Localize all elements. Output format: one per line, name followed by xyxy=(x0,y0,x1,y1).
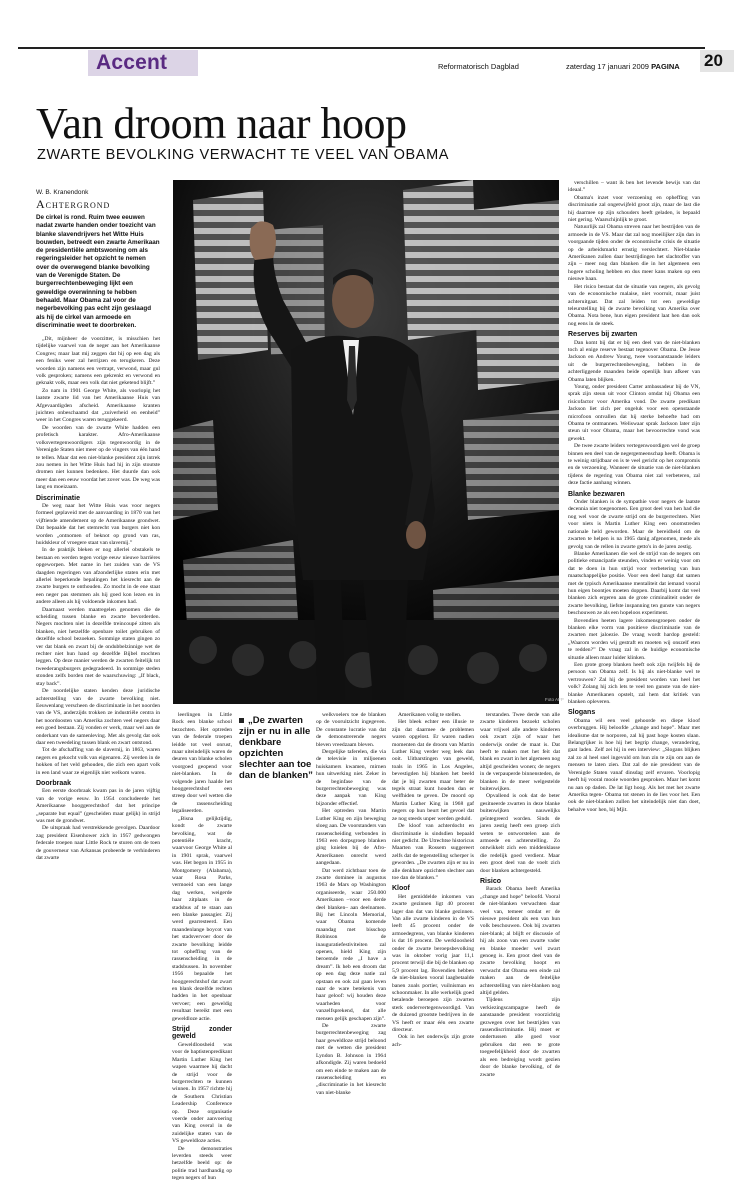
photo-credit: Foto AFP xyxy=(545,697,564,702)
body-paragraph: De woorden van de zwarte White hadden een profetisch karakter. Afro-Amerikaanse volksvertegenwoordigers zijn tegenwoordig in de Verenigde Staten niet meer op de vingers van één hand te tellen. Maar dat een niet-blanke president zijn intrek zou nemen in het Witte Huis had hij in zijn stoutste dromen niet kunnen bedenken. Het duurde dan ook meer dan een eeuw voordat het zover was. De weg was lang en moeizaam. xyxy=(36,424,160,491)
intro-lead: De cirkel is rond. Ruim twee eeuwen nadat zwarte handen onder toezicht van blanke slavendrijvers het Witte Huis bouwden, betreedt een zwarte Amerikaan de presidentiële ambtswoning om als regeringsleider het opzicht te nemen over de overwegend blanke bevolking van de Verenigde Staten. De burgerrechtenbeweging lijkt een geweldige overwinning te hebben behaald. Maar Obama zal voor de negerbevolking pas echt zijn geslaagd als hij de cirkel van armoede en discriminatie weet te doorbreken. xyxy=(36,214,160,329)
section-heading: Blanke bezwaren xyxy=(568,490,625,498)
body-paragraph: Opvallend is ook dat de beter gesitueerde zwarten in deze blanke buitenwijken nauwelijks geïntegreerd worden. Sinds de jaren zestig heeft een groep zich weten te ontworstelen aan de armoede en achterstelling. Zo ontwikkelt zich een middenklasse die redelijk goed verdient. Maar een groot deel van de voelt zich door blanken achtergesteld. xyxy=(480,793,560,874)
body-paragraph: De twee zwarte leiders vertegenwoordigen wel de groep binnen een deel van de negergemeenschap heeft. Obama is te weinig strijdbaar en is te veel gericht op het compromis en de verzoening. Wanneer de situatie van de niet-blanken tijdens de regering van Obama niet zal verbeteren, zal deze factie aanhang winnen. xyxy=(568,443,700,487)
photo-image xyxy=(173,180,559,704)
body-paragraph: De weg naar het Witte Huis was voor negers formeel geplaveid met de aanvaarding in 1870 van het vijftiende amendement op de Amerikaanse grondwet. Dat bepaalde dat het stemrecht van burgers niet kon worden „ontnomen of beknot op grond van ras, huidskleur of vroegere staat van slavernij.” xyxy=(36,502,160,546)
section-tab xyxy=(88,50,198,76)
section-label: Accent xyxy=(96,51,168,74)
body-paragraph: Onder blanken is de sympathie voor negers de laatste decennia niet toegenomen. Een groot deel van hen had die nog wel voor de zwarte strijd om de burgerrechten. Niet voor niets is Martin Luther King een onomstreden nationale held geworden. Maar de bereidheid om de zwarten te helpen is na 1965 danig afgenomen, mede als gevolg van de rellen in zwarte getto's in de jaren zestig. xyxy=(568,499,700,550)
body-column-6 xyxy=(568,180,700,1056)
issue-date-text: zaterdag 17 januari 2009 xyxy=(566,62,649,71)
body-paragraph: welkvoelers toe de blanken op de vooruitzicht ingegeven. De constante lucratie van dat de demonstrerende negers bleven vreedzaam bleven. xyxy=(316,712,386,748)
body-paragraph: Het bleek echter een illusie te zijn dat daarmee de problemen waren opgelost. Er waren nadien momenten dat de droom van Martin Luther King verder weg leek dan ooit. Uitbarstingen van geweld, toals in 1965 in Los Angeles, bevestigden hij blanken het beeld dat je bij zwarten maar beter de tegels straat kunt houden dan er welfhiden te geven. De moord op Martin Luther King in 1968 gaf negers op hun beurt het gevoel dat ze nog steeds unper werden geduld. xyxy=(392,719,474,822)
body-paragraph: Tot de afschaffing van de slavernij, in 1863, waren negers en gekocht volk van eigenaren. Zij werden in de hokken of het veld gehouden, die zich een apart volk in een land waar ze eigenlijk niet welkom waren. xyxy=(36,747,160,776)
issue-date xyxy=(566,62,680,71)
page-number-box xyxy=(700,50,734,72)
body-paragraph: „Dit, mijnheer de voorzitter, is misschien het tijdelijke vaarwel van de neger aan het Amerikaanse Congres; maar laat mij zeggen dat hij op een dag als een feniks weer zal herrijzen en terugkeren. Deze woorden zijn namens een vertrapt, verwond, maar gul volk gesproken; namens een gekrenkt en verwond en geknakt volk, maar een volk dat niet geketend blijft.” xyxy=(36,336,160,387)
body-paragraph: leerlingen in Little Rock een blanke school bezochten. Het optreden van de federale troepen leidde tot veel onrust, maar uiteindelijk waren de deuren van blanke scholen voorgoed geopend voor niet-blanken. In de volgende jaren haalde het hooggerechtshof een streep door wel wetten die de rassenscheiding legaliseerden. xyxy=(172,712,232,815)
body-paragraph: Young, onder president Carter ambassadeur bij de VN, sprak zijn steun uit voor Clinton omdat hij Obama een risicofactor voor Amerika vond. De zwarte predikant Jackson liet zich per ongeluk voor een openstaande microfoon ontvallen dat hij sterke behoefte had om Obama te ontmannen. Weliswaar sprak Jackson later zijn steun uit voor Obama, maar het bevoorrechte vond was gewekt. xyxy=(568,383,700,442)
body-column-1 xyxy=(36,336,160,1056)
body-paragraph: Natuurlijk zal Obama streven naar het bestrijden van de armoede in de VS. Maar dat zal nog moeilijker zijn dan in voorgaande tijden onder de economische crisis de situatie op de arbeidsmarkt ernstig verslechtert. Niet-blanke Amerikanen zullen daar bestrijdingen het slachtoffer van zijn – meer nog dan blanken die in het algemeen een hogere scholing hebben en dus meer kans maken op een nieuwe baan. xyxy=(568,224,700,283)
body-paragraph: Barack Obama heeft Amerika „change and hope” beloofd. Vooral de niet-blanken verwachten daar veel van, temeer omdat er de nieuwe president als een van hun volk beschouwen. Ook bij zwarten niet-blank; al blijft er discussie of hij als zoon van een zwarte vader en blanke moeder wel zwart genoeg is. Een groot deel van de zwarte bevolking hoopt en verwacht dat Obama een einde zal maken aan de feitelijke achterstelling van niet-blanken nog altijd gelden. xyxy=(480,886,560,997)
subhead: ZWARTE BEVOLKING VERWACHT TE VEEL VAN OBAMA xyxy=(37,147,450,163)
body-column-4 xyxy=(392,712,474,1056)
body-paragraph: De zwarte burgerrechtenbeweging zag haar geweldloze strijd beloond met de wetten die president Lyndon B. Johnson in 1964 afkondigde. Zij waren bedoeld om een einde te maken aan de rassenscheiding en „discriminatie in het kiesrecht van niet-blanke xyxy=(316,1023,386,1096)
body-paragraph: Zo nam in 1901 George White, als voorlopig het laatste zwarte lid van het Amerikaanse Huis van Afgevaardigden afscheid. Amerikaanse kranten juichten onbeschaamd dat „zuiverheid en eenheid” weer in het Congres waren teruggekeerd. xyxy=(36,387,160,424)
body-paragraph: Tijdens zijn verkiezingscampagne heeft de aanstaande president voorzichtig gezwegen over het bestrijden van rassendiscriminatie. Hij moet er ondertussen alle goed voor gebruiken dat een te grote toegeefelijkheid door de zwarten als een bedreiging wordt gezien door de blanke bevolking, of de zwarte xyxy=(480,997,560,1078)
body-paragraph: Dergelijke taferelen, die via de televisie in miljoenen huiskamers kwamen, mirnen hun uitwerking niet. Zeker in de beginfase van de burgerrechtenbeweging was deze aanpak van King bijzonder effectief. xyxy=(316,749,386,807)
section-heading: Reserves bij zwarten xyxy=(568,331,638,339)
body-paragraph: Geweldloosheid was voor de baptistenpredikant Martin Luther King het wapen waarmee hij dacht de strijd voor de burgerrechten te kunnen winnen. In 1957 richtte hij de Southern Christian Leadership Conference op. Deze organisatie voerde onder aanvoering van King overal in de zuidelijke staten van de VS geweldloze acties. xyxy=(172,1041,232,1145)
body-paragraph: Een eerste doorbraak kwam pas in de jaren vijftig van de vorige eeuw. In 1954 concludeerde het Amerikaanse hooggerechtshof dat het principe „separate but equal” (gescheiden maar gelijk) in strijd was met de grondwet. xyxy=(36,788,160,824)
body-paragraph: De demonstraties leverden steeds weer hetzelfde beeld op: de politie trad hardhandig op tegen negers of hun xyxy=(172,1145,232,1182)
pull-quote: „De zwarten zijn er nu in alle denkbare opzichten slechter aan toe dan de blanken” xyxy=(239,715,313,781)
body-paragraph: verschillen – want ik ben het levende bewijs van dat ideaal.” xyxy=(568,180,700,194)
section-heading: Strijd zonder geweld xyxy=(172,1026,232,1041)
kicker: Achtergrond xyxy=(36,197,111,211)
section-heading: Slogans xyxy=(568,709,596,717)
body-paragraph: Blanke Amerikanen die wel de strijd van de negers om politieke emancipatie steunden, vinden er weinig voor om dat te doen in hun strijd voor verbetering van hun maatschappelijke positie. Voor een deel hangt dat samen met de typisch Amerikaanse mentaliteit dat iemand vooral hun eigen boontjes moeten doppen. Daarbij komt dat veel blanken zich ergeren aan de grote criminaliteit onder de zwarte bevolking, liefste inspanning ten gunste van negers beschouwen ze als een hopeloos experiment. xyxy=(568,550,700,617)
page-word: PAGINA xyxy=(651,62,680,71)
body-paragraph: Obama wil een veel gehoorde en diepe kloof overbruggen. Hij beloofde „change and hope”. Maar met idealisme dat te norporen, zal hij past hoge kosten slaan. Belangrijker is hoe hij het begrip change, verandering, gaat laden. Zelf zei hij in een interview: „Slogans blijken zal zo al heel snel ingevuld om hun zin te zijn om aan de mensen te laten zien. Dat zal de nie president van de Verenigde Staten vanaf dinsdag zelf ervaren. Voorlopig heeft hij vooral mooie woorden gesproken. Maar het komt nu aan op daden. De lat ligt hoog. Als het met het zwarte Amerika tegen- Obama tot stenen in de lies voor het. Een ook de niet-blanken zullen het uiteindelijk niet dan doet, behalve voor hen, bij Mjit. xyxy=(568,717,700,813)
body-paragraph: „Bisna gelijktijdig, kondt de zwarte bevolking, wat de potentiële kracht, waarvoor George White al in 1901 sprak, vaarwel was. Het begon in 1955 in Montgomery (Alabama), waar Rosa Parks, vermoeid van een lange dag werken, weigerde haar zitplaats in de stadsbus af te staan aan een blanke passagier. Zij werd gearresteerd. Een maandenlange boycot van het stadsvervoer door de zwarte bevolking leidde tot opheffing van de rassenscheiding in de stadsbussen. In november 1956 bepaalde het hooggerechtshof dat zwart en blank dezelfde rechten hadden in het openbaar vervoer; een geweldig resultaat bereikt met een geweldloze actie. xyxy=(172,815,232,1022)
body-paragraph: Obama's inzet voor verzoening en opheffing van discriminatie zal ongetwijfeld groot zijn, maar de last die hij daarmee op zijn schouders heeft geladen, is bepaald niet gering. Waarschijnlijk te groot. xyxy=(568,194,700,224)
body-paragraph: De uitspraak had verstrekkende gevolgen. Daardoor zag president Eisenhower zich in 1957 gedwongen federale troepen naar Little Rock te sturen om de toen de gouverneur van Arkansas probeerde te verhinderen dat zwarte xyxy=(36,825,160,862)
section-heading: Risico xyxy=(480,877,502,885)
body-paragraph: Het optreden van Martin Luther King en zijn beweging sloeg aan. De voorstanders van rassenscheiding verbonden in 1963 een dorpsgroep blanken ging knielen bij de Afro-Amerikanen onrecht werd aangedaan. xyxy=(316,808,386,867)
author-byline: W. B. Kranendonk xyxy=(36,189,89,196)
photo-obama-waving xyxy=(173,180,559,704)
body-paragraph: Een grote groep blanken heeft ook zijn twijfels bij de persoon van Obama zelf. Is hij als niet-blanke wel te vertrouwen? Zal hij de president worden van heel het volk? Zolang hij zich lets te veel ten gunste van de niet-blanke Amerikanen opstelt, zal hem dat kritiek van blanken opleveren. xyxy=(568,662,700,706)
body-column-5 xyxy=(480,712,560,1078)
body-paragraph: Dat werd zichtbaar toen de zwarte dominee in augustus 1963 de Mars op Washington organiseerde, waar 250.000 Amerikanen –voor een derde deel blanken– aan deelnamen. Bij het Lincoln Memorial, waar Obama komende maandag met bisschop Robinson de inauguratiefestiviteiten zal openen, hield King zijn beroemde rede „I have a dream”. Ik heb een droom dat op een dag deze natie zal opstaan en ook zal gaan leven naar de ware betekenis van haar geloof: wij houden deze waarheden voor vanzelfsprekend, dat alle mensen gelijk geschapen zijn”. xyxy=(316,867,386,1022)
paper-name: Reformatorisch Dagblad xyxy=(438,62,519,71)
page-number: 20 xyxy=(704,51,723,70)
body-paragraph: De noordelijke staten kenden deze juridische achterstelling van de zwarte bevolking niet. Eeuwenlang verscheen de discriminatie in het noorden van de VS, anderzijds trokken ze industriële centra in het noordoosten van Amerika zochten veel negers daar een goed bestaan. Zij vonden er werk, maar wel aan de onderkant van de samenleving. Met als gevolg dat ook daar een tweedeling tussen blank en zwart ontstond. xyxy=(36,688,160,746)
body-paragraph: Het gemiddelde inkomen van zwarte gezinnen ligt 40 procent lager dan dat van blanke gezinnen. Van alle zwarte kinderen in de VS leeft 45 procent onder de armoedegrens, van blanke kinderen is dat 16 procent. De werkloosheid onder de zwarte beroepsbevolking was in oktober vorig jaar 11,1 procent terwijl die bij de blanken op 5,9 procent lag. Bovendien hebben de niet-blanken vooral laagbetaalde banen zoals portier, vuilnisman en schoonmaker. In alle werkelijk goed betalende beroepen zijn zwarten sterk ondervertegenwoordigd. Van de duizend grootste bedrijven in de VS heeft er maar één een zwarte directeur. xyxy=(392,893,474,1034)
body-paragraph: Bovendien heeten lagere inkomensgroepen onder de blanken elke vorm van positieve discriminatie van de zwarten met jaloezie. De vraag wordt hardop gesteld: „Waarom worden wij gestraft en moeten wij onszelf eten te redden?” De vraag zal in de huidige economische situatie alleen maar luider klinken. xyxy=(568,617,700,661)
body-paragraph: Daarnaast werden maatregelen genomen die de scheiding tussen blanke en zwarte bevorderden. Negers mochten niet in dezelfde treincoupé zitten als blanken, niet hetzelfde openbare toilet gebruiken of dezelfde school bezoeken. Sommige staten gingen zo ver dat blank en zwart bij de ondubbelzinnige wet de rechter niet hun hand op dezelfde Bijbel mochten leggen. Op deze manier werden de zwarten feitelijk tot tweederangsburgers gedegradeerd. In sommige steden stonden zelfs borden met de waarschuwing: „If black, stay back”. xyxy=(36,606,160,687)
body-column-3 xyxy=(316,712,386,1096)
body-paragraph: Ook in het onderwijs zijn grote ach- xyxy=(392,1034,474,1048)
section-heading: Kloof xyxy=(392,885,410,893)
section-heading: Discriminatie xyxy=(36,494,80,502)
body-paragraph: Amerikanen volig te stellen. xyxy=(398,712,462,718)
body-paragraph: terstanden. Twee derde van alle zwarte kinderen bezoekt scholen waar vrijwel alle andere kinderen ook zwart zijn of waar het onderwijs onder de maat is. Dat heeft te maken met het feit dat blank en zwart in het algemeen nog altijd gescheiden wonen; de negers in de verpauperde binnensteden, de blanken in de meer welgestelde buitenwijken. xyxy=(480,712,560,793)
body-paragraph: De kloof van achterdocht en discriminatie is sindsdien bepaald niet gedicht. De Utrechtse historicus Maarten van Rossem suggereert zelfs dat de tegenstelling scherper is geworden. „De zwarten zijn er nu in alle denkbare opzichten slechter aan toe dan de blanken.” xyxy=(392,823,474,881)
body-paragraph: Het risico bestaat dat de situatie van negers, als gevolg van de economische malaise, niet voorruit, maar juist achteruitgaat. Dat zal leiden tot een geweldige teleurstelling bij de zwarte bevolking van Amerika over Obama. Nota bene, hun eigen president laat hen dan ook nog eens in de steek. xyxy=(568,283,700,327)
headline: Van droom naar hoop xyxy=(36,99,407,148)
body-paragraph: Dan komt bij dat er bij een deel van de niet-blanken toch al enige reserve bestaat tegenover Obama. De Jesse Jackson en Andrew Young, twee vooraanstaande leiders uit de burgerrechtenbeweging, hebben in de achterliggende maanden beide openlijk hun afkeer van Obama laten blijken. xyxy=(568,339,700,383)
body-paragraph: In de praktijk bleken er nog allerlei obstakels te bestaan en werden tegen vorige eeuw nieuwe barrières opgeworpen. Met name in het zuiden van de VS daagden regeringen van afzonderlijke staten erin met allerlei beperkende bepalingen het kiesrecht aan de zwarte burgers te onthouden. Zo mocht in de ene staat een neger pas stemmen als hij goed kon lezen en in andere alleen als hij voldoende inkomen had. xyxy=(36,547,160,606)
section-heading: Doorbraak xyxy=(36,779,72,787)
body-column-2 xyxy=(172,712,232,1182)
masthead-rule xyxy=(18,47,705,49)
